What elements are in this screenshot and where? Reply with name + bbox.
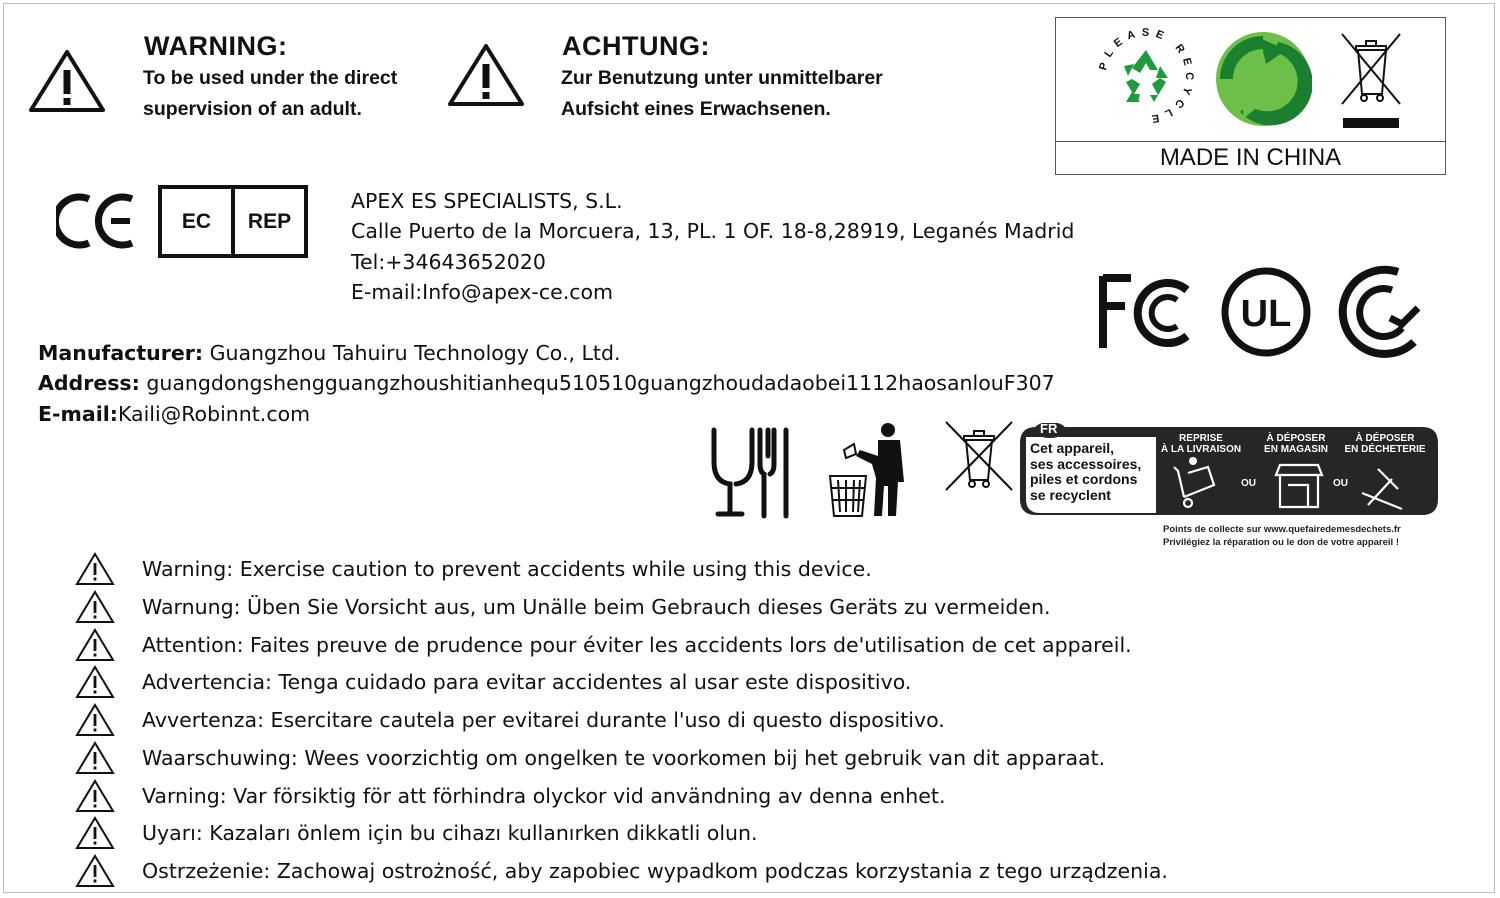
warning-row bbox=[75, 852, 1168, 890]
warning-text: Avvertenza: Esercitare cautela per evitarei durante l'uso di questo dispositivo. bbox=[142, 708, 945, 732]
warning-triangle-icon bbox=[75, 741, 115, 775]
email-label: E-mail: bbox=[38, 402, 118, 426]
ec-rep-company: APEX ES SPECIALISTS, S.L. bbox=[351, 189, 623, 213]
email-value: Kaili@Robinnt.com bbox=[117, 402, 311, 426]
warning-row bbox=[75, 814, 758, 852]
manufacturer-value: Guangzhou Tahuiru Technology Co., Ltd. bbox=[203, 341, 621, 365]
warning-triangle-icon bbox=[75, 816, 115, 850]
manufacturer-address-line bbox=[38, 368, 1055, 399]
warning-row bbox=[75, 777, 945, 815]
warning-de-title: ACHTUNG: bbox=[562, 31, 710, 61]
warning-row bbox=[75, 626, 1132, 664]
ec-rep-email: E-mail:Info@apex-ce.com bbox=[351, 280, 614, 304]
triman-left-line: ses accessoires, bbox=[1030, 455, 1142, 472]
ec-rep-badge bbox=[158, 185, 308, 258]
address-value: guangdongshengguangzhoushitianhequ510510guangzhoudadaobei1112haosanlouF307 bbox=[139, 371, 1055, 395]
warning-triangle-icon bbox=[446, 42, 526, 108]
warning-text: Attention: Faites preuve de prudence pour éviter les accidents lors de'utilisation de cet appareil. bbox=[142, 633, 1132, 657]
triman-option-line: EN MAGASIN bbox=[1264, 444, 1328, 455]
triman-option-3 bbox=[1342, 433, 1428, 455]
triman-ou: OU bbox=[1241, 478, 1256, 489]
triman-option-2 bbox=[1258, 433, 1334, 455]
warning-text: Warning: Exercise caution to prevent accidents while using this device. bbox=[142, 557, 872, 581]
c-tick-mark-icon bbox=[1332, 262, 1424, 358]
triman-footer-line: Privilégiez la réparation ou le don de votre appareil ! bbox=[1163, 536, 1399, 548]
weee-crossed-bin-icon bbox=[942, 418, 1016, 494]
crossed-bin-icon bbox=[1336, 24, 1406, 132]
warning-text: Warnung: Üben Sie Vorsicht aus, um Unälle beim Gebrauch dieses Geräts zu vermeiden. bbox=[142, 595, 1051, 619]
warning-text: Ostrzeżenie: Zachowaj ostrożność, aby zapobiec wypadkom podczas korzystania z tego urządzenia. bbox=[142, 859, 1168, 883]
triman-footer-line: Points de collecte sur www.quefairedemesdechets.fr bbox=[1163, 524, 1401, 535]
rep-label: REP bbox=[231, 189, 304, 254]
food-safe-icon bbox=[708, 426, 798, 520]
warning-text: Waarschuwing: Wees voorzichtig om ongelken te voorkomen bij het gebruik van dit apparaat. bbox=[142, 746, 1106, 770]
manufacturer-label: Manufacturer: bbox=[38, 341, 204, 365]
triman-left-line: Cet appareil, bbox=[1030, 440, 1115, 456]
ec-rep-address: Calle Puerto de la Morcuera, 13, PL. 1 OF. 18-8,28919, Leganés Madrid bbox=[351, 219, 1075, 243]
warning-en-title: WARNING: bbox=[144, 31, 288, 61]
triman-option-line: À LA LIVRAISON bbox=[1160, 444, 1242, 455]
fcc-mark-icon bbox=[1095, 272, 1197, 352]
triman-left-line: piles et cordons bbox=[1030, 471, 1138, 487]
triman-left-text bbox=[1030, 441, 1141, 503]
svg-text:PLEASE RECYCLE bbox=[1097, 27, 1195, 126]
manufacturer-email-line bbox=[38, 399, 310, 430]
manufacturer-line bbox=[38, 338, 621, 369]
triman-option-line: EN DÉCHETERIE bbox=[1344, 444, 1426, 455]
ce-mark-icon bbox=[56, 191, 138, 251]
made-in-china: MADE IN CHINA bbox=[1056, 141, 1445, 174]
warning-text: Uyarı: Kazaları önlem için bu cihazı kullanırken dikkatli olun. bbox=[142, 821, 758, 845]
triman-left-line: se recyclent bbox=[1030, 486, 1111, 503]
recycle-panel bbox=[1055, 17, 1446, 175]
warning-triangle-icon bbox=[75, 854, 115, 888]
triman-fr: FR bbox=[1040, 421, 1058, 436]
please-recycle-icon bbox=[1096, 26, 1196, 126]
warning-text: Varning: Var försiktig för att förhindra olyckor vid användning av denna enhet. bbox=[142, 784, 946, 808]
ul-mark-text: UL bbox=[1240, 293, 1292, 335]
warning-triangle-icon bbox=[75, 552, 115, 586]
warning-de-line2: Aufsicht eines Erwachsenen. bbox=[561, 98, 831, 120]
warning-triangle-icon bbox=[75, 590, 115, 624]
triman-ou: OU bbox=[1333, 478, 1348, 489]
green-dot-icon bbox=[1214, 30, 1312, 128]
please-recycle-text: PLEASE RECYCLE bbox=[1097, 26, 1196, 126]
warning-row bbox=[75, 701, 945, 739]
warning-triangle-icon bbox=[75, 703, 115, 737]
triman-option-line: À DÉPOSER bbox=[1266, 433, 1326, 444]
ec-rep-tel: Tel:+34643652020 bbox=[351, 250, 546, 274]
warning-triangle-icon bbox=[27, 48, 107, 114]
address-label: Address: bbox=[38, 371, 140, 395]
ec-label: EC bbox=[181, 209, 212, 233]
warning-triangle-icon bbox=[75, 628, 115, 662]
warning-en-line1: To be used under the direct bbox=[143, 67, 398, 89]
warning-en-line2: supervision of an adult. bbox=[143, 98, 362, 120]
dispose-properly-icon bbox=[826, 420, 910, 520]
warning-row bbox=[75, 663, 911, 701]
warning-row bbox=[75, 550, 872, 588]
warning-triangle-icon bbox=[75, 665, 115, 699]
warning-row bbox=[75, 739, 1105, 777]
triman-option-line: À DÉPOSER bbox=[1355, 433, 1415, 444]
warning-de-line1: Zur Benutzung unter unmittelbarer bbox=[561, 67, 883, 89]
triman-option-1 bbox=[1158, 433, 1244, 455]
warning-row bbox=[75, 588, 1051, 626]
warning-triangle-icon bbox=[75, 779, 115, 813]
triman-option-line: REPRISE bbox=[1179, 433, 1223, 444]
warning-text: Advertencia: Tenga cuidado para evitar accidentes al usar este dispositivo. bbox=[142, 670, 912, 694]
ul-mark-icon bbox=[1220, 266, 1312, 358]
triman-footer bbox=[1163, 524, 1401, 549]
